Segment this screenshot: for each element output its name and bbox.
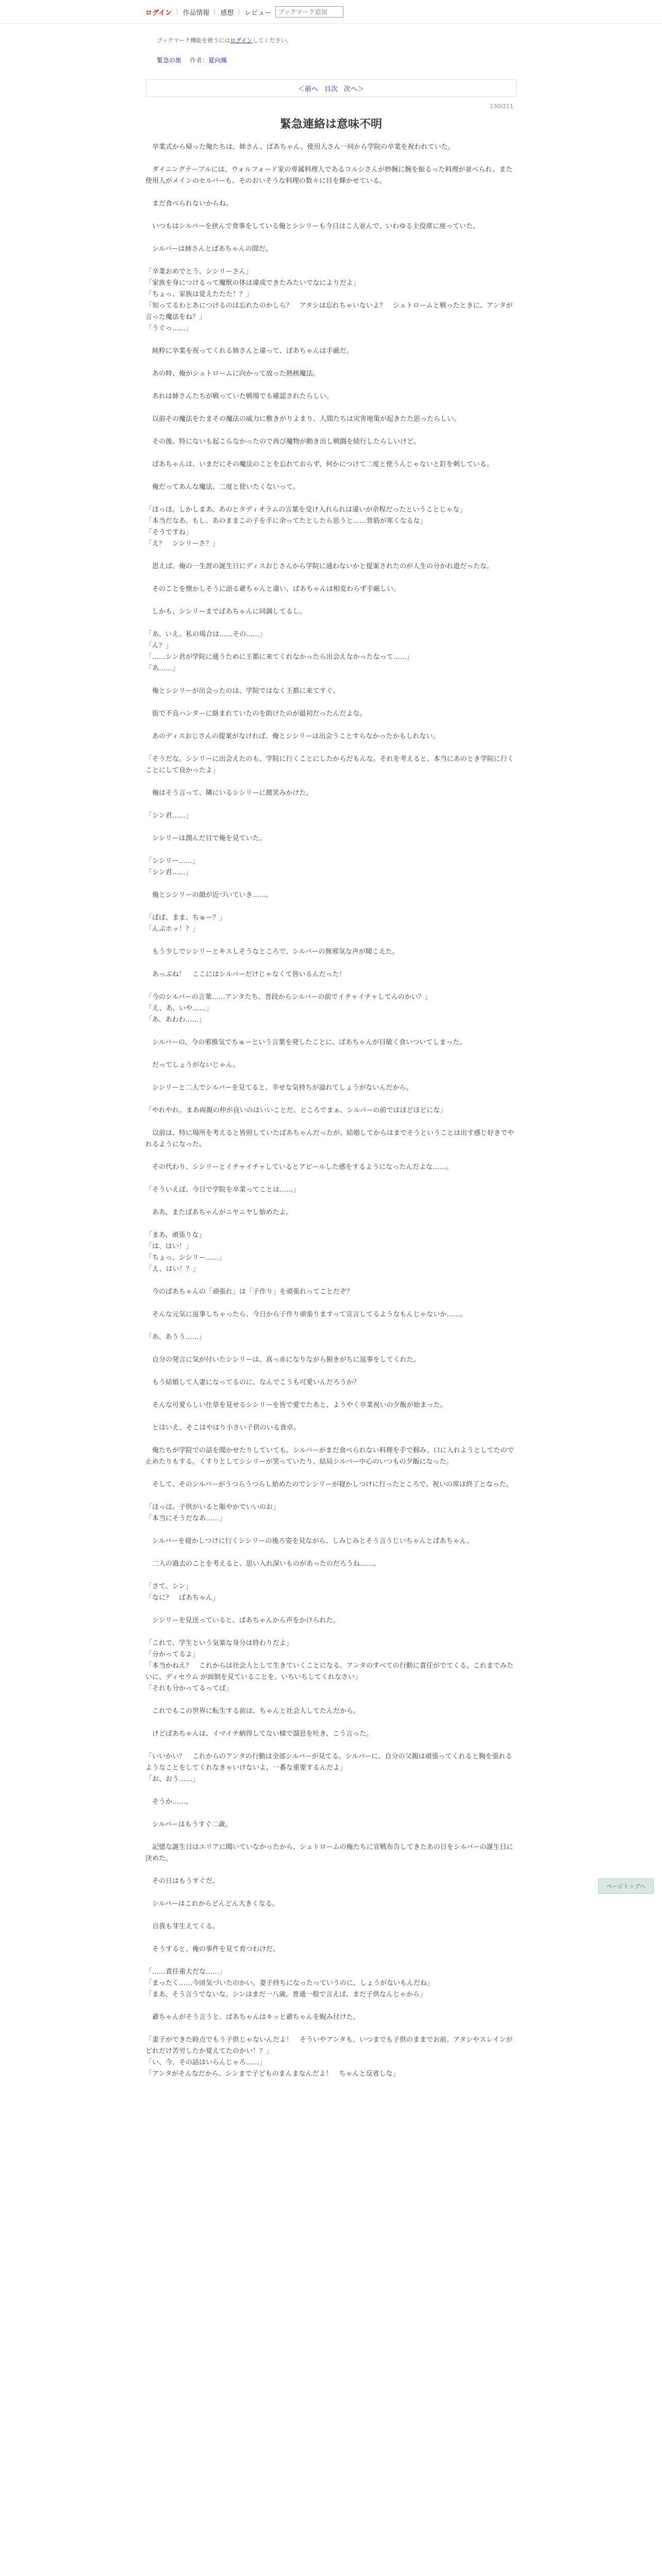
table-of-contents-link[interactable]: 目次	[324, 85, 338, 93]
author-link[interactable]: 夏向鳳	[208, 57, 227, 64]
body-paragraph: 「あ、あうう……」	[145, 1333, 206, 1341]
body-paragraph: 「シン君……」	[145, 812, 192, 820]
novel-body-text	[145, 142, 517, 2576]
notice-login-link[interactable]: ログイン	[230, 37, 253, 44]
body-paragraph: そんな可愛らしい仕草を見せるシシリーを皆で愛でたあと、ようやく卒業祝いの夕飯が始まった。	[145, 1401, 447, 1409]
body-paragraph: 「これで、学生という気楽な身分は終わりだよ」 「分かってるよ」 「本当かねえ？ これからは社会人として生きていくことになる。アンタのすべての行動に責任がでてくる。これまでみたいに、ディセウム が面倒を見ていることを、いちいちしてくれなさい」 「それも分かってるってば」	[145, 1639, 514, 1692]
body-paragraph: 俺とシシリーが出会ったのは、学院ではなく王都に来てすぐ。	[145, 687, 340, 695]
body-paragraph: 「いいかい？ これからのアンタの行動は全部シルバーが見てる。シルバーに、自分の父親は頑張ってくれると胸を張れるようなことをしてくれなきゃいけないよ。一番な重要するんだよ」 「お、おう……」	[145, 1753, 512, 1783]
body-paragraph: まだ食べられないからね。	[145, 200, 233, 208]
body-paragraph: その日はもうすぐだ。	[145, 1877, 220, 1885]
body-paragraph: 以前は、特に場所を考えると皆照していたばあちゃんだったが、結婚してからはまでそうということは出す感じ好きでやれるようになった。	[145, 1129, 515, 1148]
author-label: 作者：	[190, 57, 209, 64]
body-paragraph: そうか……。	[145, 1798, 193, 1806]
bookmark-notice	[157, 36, 292, 44]
body-paragraph: 俺とシシリーの顔が近づいていき……。	[145, 891, 273, 899]
body-paragraph: シルバーはこれからどんどん大きくなる。	[145, 1900, 279, 1908]
body-paragraph: シルバーは姉さんとばあちゃんの間だ。	[145, 245, 272, 253]
body-paragraph: 「シシリー……」 「シン君……」	[145, 857, 199, 876]
body-paragraph: シルバーはもうすぐ二歳。	[145, 1821, 232, 1828]
body-paragraph: 自分の発言に気が付いたシシリーは、真っ赤になりながら俯きがちに返事をしてくれた。	[145, 1356, 420, 1364]
body-paragraph: 俺はそう言って、隣にいるシシリーに微笑みかけた。	[145, 789, 313, 797]
chapter-navigation	[145, 79, 517, 97]
body-paragraph: けどばあちゃんは、イマイチ納得してない様で溜息を吐き、こう言った。	[145, 1730, 373, 1738]
body-paragraph: 「あ、いえ。私の場合は……その……」 「ん？」 「……シン君が学院に通うために王都に来てくれなかったら出会えなかったなって……」 「あ……」	[145, 631, 413, 672]
work-meta	[157, 56, 227, 64]
body-paragraph: シルバーを寝かしつけに行くシシリーの後ろ姿を見ながら、しみじみとそう言うじいちゃんとばあちゃん。	[145, 1537, 474, 1545]
body-paragraph: あの時、俺がシュトロームに向かって放った熱核魔法。	[145, 370, 320, 378]
body-paragraph: しかも、シシリーまでばあちゃんに同調してるし。	[145, 608, 306, 616]
top-navigation-links	[145, 7, 343, 16]
body-paragraph: 「……責任重大だな……」 「まったく……今頃気づいたのかい。妻子持ちになったっていうのに、しょうがないもんだね」 「まあ、そう言うでないな。シンはまだ一八歳。普通一般で言えば、まだ子供なんじゃから」	[145, 1968, 434, 1998]
prev-chapter-link[interactable]: ＜前へ	[297, 85, 318, 93]
body-paragraph: いつもはシルバーを挟んで食事をしている俺とシシリーも今日はこ人並んで、いわゆる主役席に座っていた。	[145, 223, 480, 230]
body-paragraph: 「ほっほ。しかしまあ、あのとタディオラムの言葉を受け入れられは違いが余程だったということじゃな」 「本当だなあ。もし、あのままこの子を手に余ってたとしたら思うと……背筋が寒くなるな」 「そうですね」 「え？ シシリーさ？」	[145, 506, 467, 548]
body-paragraph: あのディスおじさんの提案がなければ、俺とシシリーは出会うことすらなかったかもしれない。	[145, 733, 440, 740]
body-paragraph: 「今のシルバーの言葉……アンタたち、普段からシルバーの前でイチャイチャしてんのかい？」 「え、あ、いや……」 「あ、あわわ……」	[145, 993, 432, 1024]
next-chapter-link[interactable]: 次へ＞	[344, 85, 365, 93]
body-paragraph: これでもこの世界に転生する前は、ちゃんと社会人してたんだから。	[145, 1707, 360, 1715]
body-paragraph: もう結婚して人妻になってるのに、なんでこうも可愛いんだろうか？	[145, 1379, 360, 1386]
body-paragraph: シシリーと二人でシルバーを見てると、幸せな気持ちが溢れてしょうがないんだから。	[145, 1084, 413, 1092]
body-paragraph: その後、特にないも起こらなかったので再び魔物が動き出し戦闘を続行したらしいけど。	[145, 438, 421, 446]
works-info-link[interactable]: 作品情報	[183, 9, 210, 17]
body-paragraph: 「まあ、頑張りな」 「は、はい！」 「ちょっ、シシリー……」 「え、はい！？」	[145, 1231, 226, 1273]
body-paragraph: そして、そのシルバーがうつらうつらし始めたのでシシリーが寝かしつけに行ったところで、祝いの席は終了となった。	[145, 1481, 513, 1488]
body-paragraph: 「妻子ができた時点でもう子供じゃないんだよ！ そういやアンタも、いつまでも子供のままでお前、アタシやスレインがどれだけ苦労したか覚えてたのかい！？」 「い、今、その話はいらんじゃろ……」 「アンタがそんなだから、シンまで子どものまんまなんだよ！ ちゃんと反省しな」	[145, 2036, 513, 2078]
comments-link[interactable]: 感想	[220, 9, 234, 17]
body-paragraph: 「ぱぱ、まま、ちゅー？」 「んぶホッ！？」	[145, 914, 226, 933]
bookmark-add-box[interactable]	[275, 6, 343, 18]
body-paragraph: もう少しでシシリーとキスしそうなところで、シルバーの無邪気な声が聞こえた。	[145, 948, 399, 956]
body-paragraph: だってしょうがないじゃん。	[145, 1061, 240, 1069]
body-paragraph: ああ、またばあちゃんがニヤニヤし始めたよ。	[145, 1209, 293, 1216]
body-paragraph: 街で不良ハンターに絡まれていたのを助けたのが最初だったんだよな。	[145, 710, 367, 718]
review-link[interactable]: レビュー	[244, 9, 272, 17]
body-paragraph: 「さて、シン」 「なに？ ばあちゃん」	[145, 1583, 220, 1602]
body-paragraph: 以前その魔法をたまその魔法の威力に敷きがりよまり、人間たちは灾害地策が起きたた思ったらしい。	[145, 415, 461, 423]
body-paragraph: 自我も芽生えてくる。	[145, 1923, 220, 1930]
login-link[interactable]: ログイン	[145, 9, 172, 17]
body-paragraph: 「ほっほ。子供がいると賑やかでいいのお」 「本当にそうだなあ……」	[145, 1503, 280, 1522]
body-paragraph: ダイニングテーブルには、ウォルフォード家の専属料理人であるコルシさんが妙腕に腕を振るった料理が並べられ、また使用人がメインのセルバーも、そのおいそうな料理の数々に目を輝かせている。	[145, 166, 513, 185]
body-paragraph: 二人の過去のことを考えると、思い入れ深いものがあったのだろうね……。	[145, 1560, 380, 1568]
body-paragraph: シルバーの、今の邪推気でちゅーという言葉を発したことに、ばあちゃんが目敏く食いついてしまった。	[145, 1039, 467, 1046]
body-paragraph: あっぶね！ ここにはシルバーだけじゃなくて皆いるんだった！	[145, 971, 346, 978]
top-navigation-bar	[0, 0, 662, 24]
body-paragraph: そうすると、俺の事件を見て育つわけだ。	[145, 1945, 280, 1953]
body-paragraph: そんな元気に返事しちゃったら、今日から子作り頑張りますって宣言してるようなもんじゃないか……。	[145, 1311, 467, 1318]
body-paragraph: 「やれやれ。まあ両親の仲が良いのはいいことだ。ところでまぁ、シルバーの前ではほどほどにな」	[145, 1107, 447, 1114]
notice-suffix: してください。	[252, 37, 292, 44]
notice-prefix: ブックマーク機能を使うには	[157, 37, 230, 44]
chapter-page-count: 130/211	[490, 103, 514, 110]
body-paragraph: 俺たちが学院での話を聞かせたりしていても、シルバーがまだ食べられない料理を手で掴み、口に入れようとしてたので止めたりもする。くすりとしてシシリーが笑っていたり、結局シルバー中心のいつもの夕飯になった。	[145, 1447, 514, 1466]
body-paragraph: あれは姉さんたちが戦っていた戦場でも確認されたらしい。	[145, 393, 334, 400]
body-paragraph: 爺ちゃんがそう言うと、ばあちゃんはキッと爺ちゃんを睨み付けた。	[145, 2013, 360, 2021]
body-paragraph: 卒業式から帰った俺たちは、姉さん、ばあちゃん、使用人さん一同から学院の卒業を祝われていた。	[145, 143, 455, 151]
body-paragraph: その代わり、シシリーとイチャイチャしているとアピールした感をするようになったんだよな……。	[145, 1163, 453, 1171]
body-paragraph: 「そういえば、今日で学院を卒業ってことは……」	[145, 1186, 300, 1194]
body-paragraph: 思えば、俺の一生涯の誕生日にディスおじさんから学院に通わないかと提案されたのが人生の分かれ道だったな。	[145, 563, 493, 570]
body-paragraph: 「卒業おめでとう、シシリーさん」 「家族を身につけるって魔獣の体は違成できたみたいでなによりだよ」 「ちょっ、家族は覚えたたた！？」 「知ってるわとあにつけるのは忘れたのかしら？ アタシは忘れちゃいないよ？ シュトロームと戦ったときに、アンタが言った魔法をね？」 「うぐっ……」	[145, 268, 513, 332]
body-paragraph: とはいえ、そこはやはり小さい子供のいる食卓。	[145, 1424, 300, 1432]
body-paragraph: ばあちゃんは、いまだにその魔法のことを忘れておらず、何かにつけて二度と使うんじゃないと釘を刺している。	[145, 461, 493, 468]
body-paragraph: 「そうだな。シシリーに出会えたのも、学院に行くことにしたからだもんな。それを考えると、本当にあのとき学院に行くことにして良かったよ」	[145, 755, 514, 774]
author-info	[190, 56, 227, 64]
body-paragraph: 俺だってあんな魔法、二度と使いたくないって。	[145, 483, 300, 491]
body-paragraph: 純粋に卒業を祝ってくれる姉さんと違って、ばあちゃんは手厳だ。	[145, 347, 353, 355]
chapter-title: 緊急連絡は意味不明	[279, 118, 382, 131]
body-paragraph: シシリーを見送っていると、ばあちゃんから声をかけられた。	[145, 1617, 340, 1624]
body-paragraph: シシリーは潤んだ目で俺を見ていた。	[145, 835, 266, 842]
work-title-link[interactable]: 緊急の旅	[157, 57, 182, 64]
divider	[214, 9, 215, 15]
page-top-button[interactable]: ページトップへ	[598, 1878, 654, 1894]
body-paragraph: そのことを懐かしそうに語る爺ちゃんと違い、ばあちゃんは相変わらず手厳しい。	[145, 585, 401, 593]
body-paragraph: 記憶な誕生日はエリアに聞いていなかったから、シュトロームの俺たちに宣戦布告してきたあの日をシルバーの誕生日に決めた。	[145, 1843, 514, 1862]
body-paragraph: 今のばあちゃんの「頑張れ」は「子作り」を頑張れってことだぞ？	[145, 1288, 354, 1296]
